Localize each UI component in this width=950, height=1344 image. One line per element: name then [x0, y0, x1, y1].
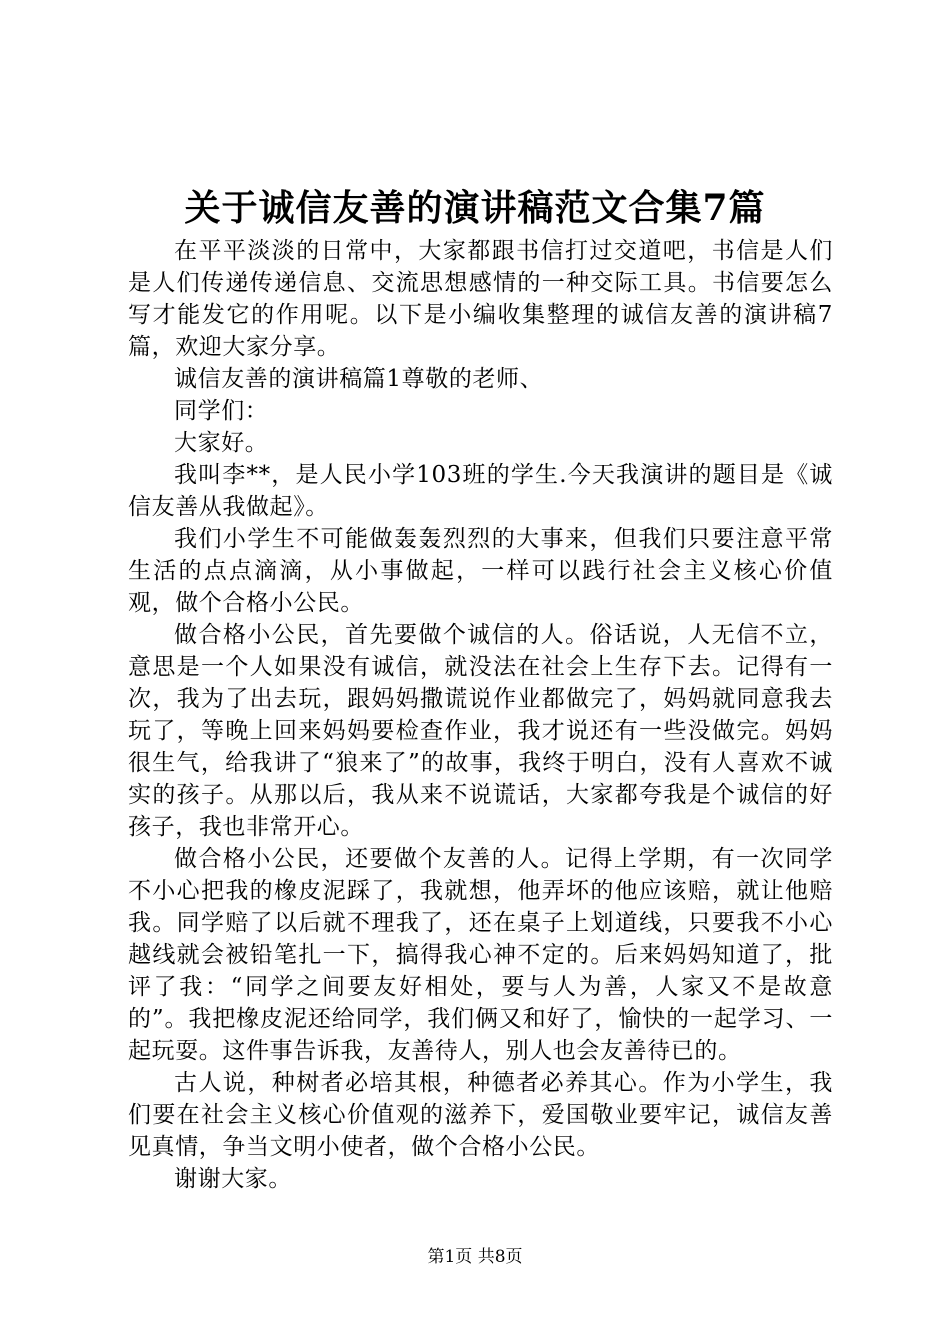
paragraph-self-introduction: 我叫李**，是人民小学103班的学生.今天我演讲的题目是《诚信友善从我做起》。	[128, 462, 833, 520]
paragraph-conclusion: 古人说，种树者必培其根，种德者必养其心。作为小学生，我们要在社会主义核心价值观的滋养下，爱国敬业要牢记，诚信友善见真情，争当文明小使者，做个合格小公民。	[128, 1070, 833, 1160]
paragraph-small-things: 我们小学生不可能做轰轰烈烈的大事来，但我们只要注意平常生活的点点滴滴，从小事做起，一样可以践行社会主义核心价值观，做个合格小公民。	[128, 526, 833, 616]
document-body	[128, 235, 833, 1195]
page-number-footer: 第1页 共8页	[427, 1247, 523, 1267]
paragraph-greeting: 大家好。	[174, 430, 269, 456]
paragraph-thanks: 谢谢大家。	[174, 1166, 292, 1192]
paragraph-salutation: 同学们：	[174, 398, 269, 424]
paragraph-honesty: 做合格小公民，首先要做个诚信的人。俗话说，人无信不立，意思是一个人如果没有诚信，就没法在社会上生存下去。记得有一次，我为了出去玩，跟妈妈撒谎说作业都做完了，妈妈就同意我去玩了，等晚上回来妈妈要检查作业，我才说还有一些没做完。妈妈很生气，给我讲了“狼来了”的故事，我终于明白，没有人喜欢不诚实的孩子。从那以后，我从来不说谎话，大家都夸我是个诚信的好孩子，我也非常开心。	[128, 622, 833, 840]
paragraph-friendliness: 做合格小公民，还要做个友善的人。记得上学期，有一次同学不小心把我的橡皮泥踩了，我就想，他弄坏的他应该赔，就让他赔我。同学赔了以后就不理我了，还在桌子上划道线，只要我不小心越线就会被铅笔扎一下，搞得我心神不定的。后来妈妈知道了，批评了我：“同学之间要友好相处，要与人为善，人家又不是故意的”。我把橡皮泥还给同学，我们俩又和好了，愉快的一起学习、一起玩耍。这件事告诉我，友善待人，别人也会友善待已的。	[128, 846, 833, 1064]
document-title: 关于诚信友善的演讲稿范文合集7篇	[184, 187, 766, 229]
paragraph-speech-heading: 诚信友善的演讲稿篇1尊敬的老师、	[174, 366, 544, 392]
paragraph-intro: 在平平淡淡的日常中，大家都跟书信打过交道吧，书信是人们是人们传递传递信息、交流思想感情的一种交际工具。书信要怎么写才能发它的作用呢。以下是小编收集整理的诚信友善的演讲稿7篇，欢迎大家分享。	[128, 238, 833, 360]
